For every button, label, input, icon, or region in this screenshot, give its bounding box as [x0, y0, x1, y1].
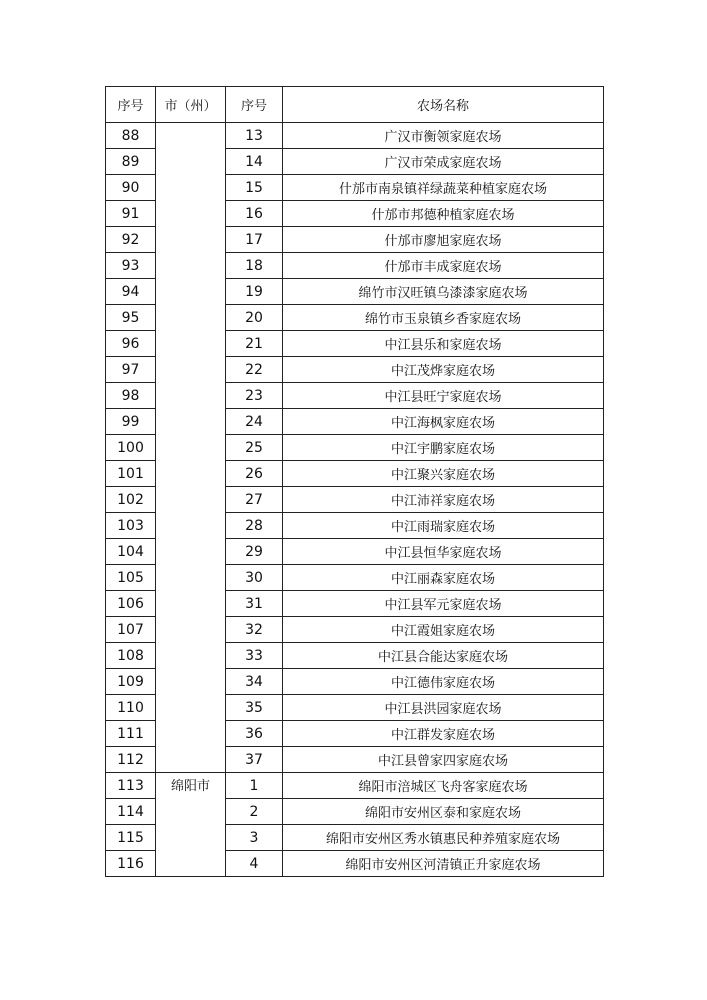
table-row — [106, 123, 604, 149]
farm-name-cell: 中江县乐和家庭农场 — [283, 331, 604, 357]
farm-name-cell: 中江县合能达家庭农场 — [283, 643, 604, 669]
farm-name-cell: 什邡市丰成家庭农场 — [283, 253, 604, 279]
header-farm-name: 农场名称 — [283, 87, 604, 123]
seq-cell: 90 — [106, 175, 156, 201]
sub-seq-cell: 16 — [226, 201, 283, 227]
farm-name-cell: 广汉市衡领家庭农场 — [283, 123, 604, 149]
city-cell — [156, 773, 226, 877]
farm-name-cell: 中江群发家庭农场 — [283, 721, 604, 747]
seq-cell: 100 — [106, 435, 156, 461]
seq-cell: 89 — [106, 149, 156, 175]
farm-name-cell: 中江县军元家庭农场 — [283, 591, 604, 617]
farm-name-cell: 中江县恒华家庭农场 — [283, 539, 604, 565]
seq-cell: 102 — [106, 487, 156, 513]
seq-cell: 91 — [106, 201, 156, 227]
city-cell — [156, 123, 226, 773]
farm-name-cell: 什邡市南泉镇祥绿蔬菜种植家庭农场 — [283, 175, 604, 201]
seq-cell: 104 — [106, 539, 156, 565]
sub-seq-cell: 18 — [226, 253, 283, 279]
seq-cell: 106 — [106, 591, 156, 617]
farm-name-cell: 什邡市廖旭家庭农场 — [283, 227, 604, 253]
farm-name-cell: 什邡市邦德种植家庭农场 — [283, 201, 604, 227]
farm-name-cell: 绵阳市安州区秀水镇惠民种养殖家庭农场 — [283, 825, 604, 851]
farm-name-cell: 绵阳市安州区泰和家庭农场 — [283, 799, 604, 825]
header-seq: 序号 — [106, 87, 156, 123]
seq-cell: 105 — [106, 565, 156, 591]
sub-seq-cell: 23 — [226, 383, 283, 409]
farm-name-cell: 中江德伟家庭农场 — [283, 669, 604, 695]
sub-seq-cell: 14 — [226, 149, 283, 175]
farm-name-cell: 中江海枫家庭农场 — [283, 409, 604, 435]
sub-seq-cell: 4 — [226, 851, 283, 877]
sub-seq-cell: 34 — [226, 669, 283, 695]
table-header-row — [106, 87, 604, 123]
farm-name-cell: 中江雨瑞家庭农场 — [283, 513, 604, 539]
sub-seq-cell: 15 — [226, 175, 283, 201]
sub-seq-cell: 2 — [226, 799, 283, 825]
sub-seq-cell: 13 — [226, 123, 283, 149]
seq-cell: 110 — [106, 695, 156, 721]
sub-seq-cell: 29 — [226, 539, 283, 565]
farm-name-cell: 绵竹市汉旺镇乌漆漆家庭农场 — [283, 279, 604, 305]
seq-cell: 96 — [106, 331, 156, 357]
farm-name-cell: 中江县曾家四家庭农场 — [283, 747, 604, 773]
seq-cell: 109 — [106, 669, 156, 695]
sub-seq-cell: 28 — [226, 513, 283, 539]
seq-cell: 115 — [106, 825, 156, 851]
farm-name-cell: 中江沛祥家庭农场 — [283, 487, 604, 513]
sub-seq-cell: 30 — [226, 565, 283, 591]
sub-seq-cell: 36 — [226, 721, 283, 747]
farm-name-cell: 中江聚兴家庭农场 — [283, 461, 604, 487]
city-label — [156, 123, 225, 125]
seq-cell: 107 — [106, 617, 156, 643]
sub-seq-cell: 22 — [226, 357, 283, 383]
seq-cell: 97 — [106, 357, 156, 383]
farm-name-cell: 中江县旺宁家庭农场 — [283, 383, 604, 409]
sub-seq-cell: 27 — [226, 487, 283, 513]
seq-cell: 98 — [106, 383, 156, 409]
seq-cell: 103 — [106, 513, 156, 539]
sub-seq-cell: 31 — [226, 591, 283, 617]
seq-cell: 94 — [106, 279, 156, 305]
farm-name-cell: 绵阳市安州区河清镇正升家庭农场 — [283, 851, 604, 877]
city-label: 绵阳市 — [170, 779, 210, 794]
sub-seq-cell: 24 — [226, 409, 283, 435]
farm-name-cell: 中江丽森家庭农场 — [283, 565, 604, 591]
farm-name-cell: 绵竹市玉泉镇乡香家庭农场 — [283, 305, 604, 331]
seq-cell: 116 — [106, 851, 156, 877]
farm-name-cell: 广汉市荣成家庭农场 — [283, 149, 604, 175]
table-row — [106, 773, 604, 799]
sub-seq-cell: 21 — [226, 331, 283, 357]
seq-cell: 114 — [106, 799, 156, 825]
seq-cell: 111 — [106, 721, 156, 747]
seq-cell: 88 — [106, 123, 156, 149]
seq-cell: 99 — [106, 409, 156, 435]
farm-name-cell: 中江霞姐家庭农场 — [283, 617, 604, 643]
sub-seq-cell: 17 — [226, 227, 283, 253]
sub-seq-cell: 1 — [226, 773, 283, 799]
seq-cell: 95 — [106, 305, 156, 331]
header-city: 市（州） — [156, 87, 226, 123]
sub-seq-cell: 33 — [226, 643, 283, 669]
sub-seq-cell: 32 — [226, 617, 283, 643]
seq-cell: 113 — [106, 773, 156, 799]
farm-name-cell: 中江茂烨家庭农场 — [283, 357, 604, 383]
seq-cell: 93 — [106, 253, 156, 279]
header-sub-seq: 序号 — [226, 87, 283, 123]
seq-cell: 101 — [106, 461, 156, 487]
sub-seq-cell: 19 — [226, 279, 283, 305]
sub-seq-cell: 20 — [226, 305, 283, 331]
farm-name-cell: 中江县洪园家庭农场 — [283, 695, 604, 721]
farm-list-table — [105, 86, 604, 877]
seq-cell: 108 — [106, 643, 156, 669]
table-body — [106, 123, 604, 877]
sub-seq-cell: 26 — [226, 461, 283, 487]
farm-name-cell: 绵阳市涪城区飞舟客家庭农场 — [283, 773, 604, 799]
seq-cell: 92 — [106, 227, 156, 253]
sub-seq-cell: 25 — [226, 435, 283, 461]
sub-seq-cell: 3 — [226, 825, 283, 851]
seq-cell: 112 — [106, 747, 156, 773]
sub-seq-cell: 35 — [226, 695, 283, 721]
sub-seq-cell: 37 — [226, 747, 283, 773]
farm-name-cell: 中江宇鹏家庭农场 — [283, 435, 604, 461]
